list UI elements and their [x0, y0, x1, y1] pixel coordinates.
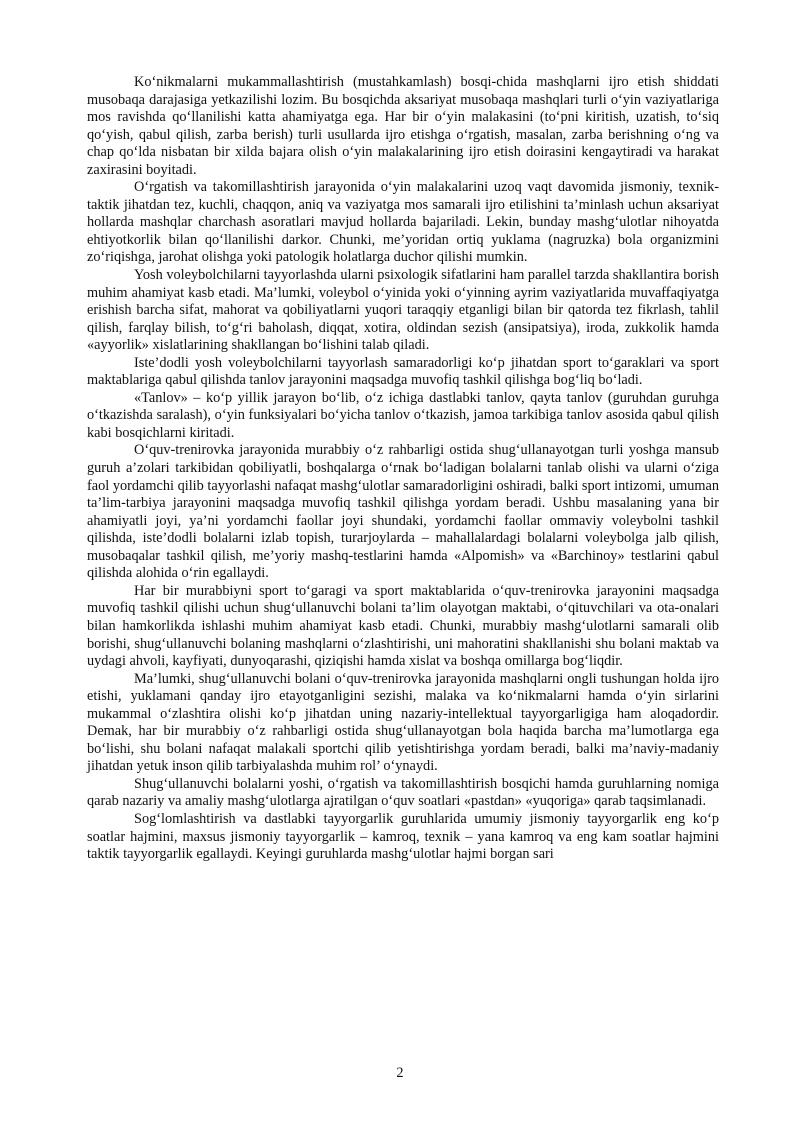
paragraph: Yosh voleybolchilarni tayyorlashda ularni psixologik sifatlarini ham parallel tarzda shakllantira borish muhim ahamiyat kasb etadi. Ma’lumki, voleybol o‘yinida yoki o‘yinning ayrim vaziyatlarida muvaffaqiyatga erishish barcha sifat, mahorat va qobiliyatlarni yuqori taraqqiy etganligi bilan bir qatorda tez fikrlash, tahlil qilish, farqlay bilish, to‘g‘ri baholash, diqqat, xotira, oldindan sezish (ansipatsiya), iroda, zukkolik hamda «ayyorlik» xislatlarining shakllangan bo‘lishini talab qiladi.: [87, 267, 719, 354]
paragraph: Ko‘nikmalarni mukammallashtirish (mustahkamlash) bosqi-chida mashqlarni ijro etish shiddati musobaqa darajasiga yetkazilishi lozim. Bu bosqichda aksariyat musobaqa mashqlari turli o‘yin vaziyatlariga mos ravishda qo‘llanilishi katta ahamiyatga ega. Har bir o‘yin malakasini (to‘pni kiritish, uzatish, to‘siq qo‘yish, qabul qilish, zarba berish) turli usullarda ijro etishga o‘rgatish, masalan, zarba berishning o‘ng va chap qo‘lda nisbatan bir xilda bajara olish o‘yin malakalarining ijro etish doirasini kengaytiradi va harakat zaxirasini boyitadi.: [87, 74, 719, 178]
paragraph: Iste’dodli yosh voleybolchilarni tayyorlash samaradorligi ko‘p jihatdan sport to‘garaklari va sport maktablariga qabul qilishda tanlov jarayonini maqsadga muvofiq tashkil qilishga bog‘liq bo‘ladi.: [87, 354, 719, 389]
paragraph: «Tanlov» – ko‘p yillik jarayon bo‘lib, o‘z ichiga dastlabki tanlov, qayta tanlov (guruhdan guruhga o‘tkazishda saralash), o‘yin funksiyalari bo‘yicha tanlov o‘tkazish, jamoa tarkibiga tanlov asosida qabul qilish kabi bosqichlarni kiritadi.: [87, 389, 719, 441]
page-number: 2: [396, 1065, 404, 1081]
paragraph: Har bir murabbiyni sport to‘garagi va sport maktablarida o‘quv-trenirovka jarayonini maqsadga muvofiq tashkil qilishi uchun shug‘ullanuvchi bolani ta’lim olayotgan maktabi, o‘qituvchilari va ota-onalari bilan hamkorlikda ishlashi muhim ahamiyat kasb etadi. Chunki, murabbiy mashg‘ulotlarni samarali olib borishi, shug‘ullanuvchi bolaning mashqlarni o‘zlashtirishi, uni mahoratini shakllanishi shu bolani maktab va uydagi ahvoli, kayfiyati, dunyoqarashi, qiziqishi hamda xislat va boshqa omillarga bog‘liqdir.: [87, 582, 719, 670]
paragraph: Ma’lumki, shug‘ullanuvchi bolani o‘quv-trenirovka jarayonida mashqlarni ongli tushungan holda ijro etishi, yuklamani qanday ijro etayotganligini sezishi, malaka va ko‘nikmalarni hamda o‘yin sirlarini mukammal o‘zlashtira olishi ko‘p jihatdan uning nazariy-intellektual tayyorgarligiga ham aloqadordir. Demak, har bir murabbiy o‘z rahbarligi ostida shug‘ullanayotgan bola haqida barcha ma’lumotlarga ega bo‘lishi, shu bolani nafaqat malakali sportchi qilib yetishtirishga yordam beradi, balki ma’naviy-madaniy jihatdan yetuk inson qilib tarbiyalashda muhim rol’ o‘ynaydi.: [87, 670, 719, 775]
paragraph: Shug‘ullanuvchi bolalarni yoshi, o‘rgatish va takomillashtirish bosqichi hamda guruhlarning nomiga qarab nazariy va amaliy mashg‘ulotlarga ajratilgan o‘quv soatlari «pastdan» «yuqoriga» qarab taqsimlanadi.: [87, 775, 719, 810]
paragraph: Sog‘lomlashtirish va dastlabki tayyorgarlik guruhlarida umumiy jismoniy tayyorgarlik eng ko‘p soatlar hajmini, maxsus jismoniy tayyorgarlik – kamroq, texnik – yana kamroq va eng kam soatlar hajmini taktik tayyorgarlik egallaydi. Keyingi guruhlarda mashg‘ulotlar hajmi borgan sari: [87, 810, 719, 863]
paragraph: O‘quv-trenirovka jarayonida murabbiy o‘z rahbarligi ostida shug‘ullanayotgan turli yoshga mansub guruh a’zolari tarkibidan qobiliyatli, boshqalarga o‘rnak bo‘ladigan bolalarni tanlab olishi va ularni o‘ziga faol yordamchi qilib tayyorlashi nafaqat mashg‘ulotlar samaradorligini oshiradi, balki sport intizomi, umuman ta’lim-tarbiya jarayonini maqsadga muvofiq tashkil qilishga yordam beradi. Ushbu masalaning yana bir ahamiyatli joyi, ya’ni yordamchi faollar joyi shundaki, yordamchi faollar ommaviy voleybolni tashkil qilishda, iste’dodli bolalarni izlab topish, turarjoylarda – mahallalardagi bolalarni voleybolga jalb qilish, musobaqalar tashkil qilish, me’yoriy mashq-testlarini hamda «Alpomish» va «Barchinoy» testlarini qabul qilishda alohida o‘rin egallaydi.: [87, 442, 719, 582]
document-body: [87, 74, 719, 864]
paragraph: O‘rgatish va takomillashtirish jarayonida o‘yin malakalarini uzoq vaqt davomida jismoniy, texnik-taktik jihatdan tez, kuchli, chaqqon, aniq va vaziyatga mos samarali ijro etilishini ta’minlash uchun aksariyat hollarda mashqlar charchash asoratlari mavjud hollarda bajariladi. Lekin, bunday mashg‘ulotlar nihoyatda ehtiyotkorlik bilan qo‘llanilishi darkor. Chunki, me’yoridan ortiq yuklama (nagruzka) bola organizmini zo‘riqishga, jarohat olishga yoki patologik holatlarga duchor qilishi mumkin.: [87, 179, 719, 266]
